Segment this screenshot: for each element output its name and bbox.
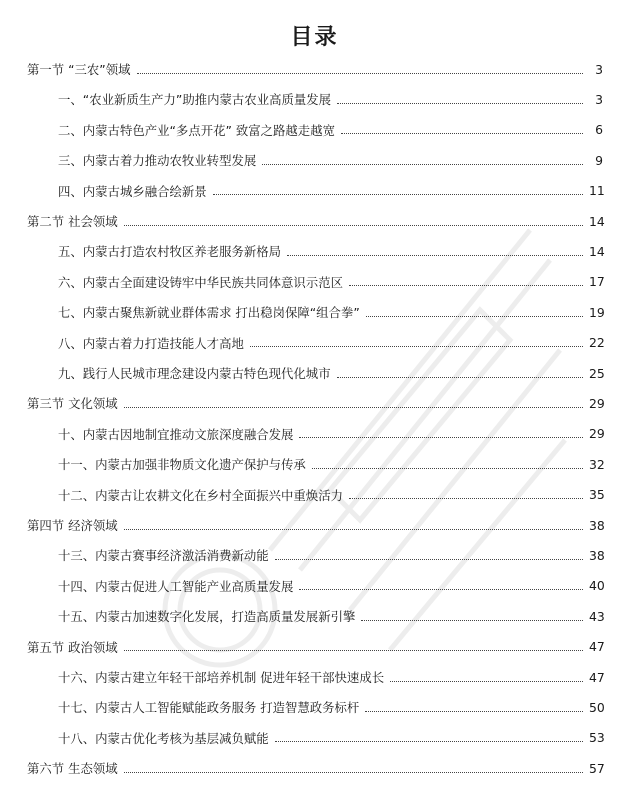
dot-leader: [124, 225, 583, 226]
dot-leader: [366, 316, 583, 317]
toc-item-entry[interactable]: [0, 119, 629, 141]
toc-item-entry[interactable]: [0, 149, 629, 171]
dot-leader: [365, 711, 583, 712]
toc-entry-label: 第四节 经济领域: [27, 518, 118, 533]
toc-item-entry[interactable]: [0, 240, 629, 262]
toc-entry-label: 十六、内蒙古建立年轻干部培养机制 促进年轻干部快速成长: [58, 670, 385, 685]
toc-entry-label: 三、内蒙古着力推动农牧业转型发展: [58, 153, 257, 169]
toc-entry-label: 第五节 政治领域: [27, 639, 118, 655]
toc-item-entry[interactable]: [0, 544, 629, 566]
toc-page-number: 29: [589, 395, 605, 411]
toc-page-number: 14: [589, 243, 605, 259]
watermark-logo: [150, 190, 570, 710]
toc-section-entry[interactable]: [0, 757, 629, 779]
toc-item-entry[interactable]: [0, 301, 629, 323]
toc-entry-label: 十三、内蒙古赛事经济激活消费新动能: [58, 548, 269, 564]
toc-entry-label: 十、内蒙古因地制宜推动文旅深度融合发展: [58, 426, 294, 442]
dot-leader: [312, 468, 583, 469]
dot-leader: [213, 194, 583, 195]
toc-item-entry[interactable]: [0, 362, 629, 384]
toc-section-entry[interactable]: [0, 636, 629, 658]
toc-entry-label: 五、内蒙古打造农村牧区养老服务新格局: [58, 244, 282, 260]
dot-leader: [287, 255, 583, 256]
toc-entry-label: 第一节 “三农”领域: [27, 62, 131, 77]
toc-item-entry[interactable]: [0, 605, 629, 627]
dot-leader: [275, 741, 583, 742]
toc-page-number: 47: [589, 639, 605, 655]
toc-section-entry[interactable]: [0, 210, 629, 232]
dot-leader: [124, 772, 583, 773]
toc-page-number: 32: [589, 456, 605, 472]
toc-entry-label: 九、践行人民城市理念建设内蒙古特色现代化城市: [58, 366, 331, 381]
toc-page-number: 9: [595, 152, 603, 168]
dot-leader: [349, 285, 583, 286]
toc-page-number: 43: [589, 608, 605, 624]
dot-leader: [341, 133, 583, 134]
dot-leader: [137, 73, 583, 74]
toc-page-number: 47: [589, 669, 605, 685]
toc-item-entry[interactable]: [0, 332, 629, 354]
toc-item-entry[interactable]: [0, 180, 629, 202]
dot-leader: [262, 164, 583, 165]
toc-entry-label: 七、内蒙古聚焦新就业群体需求 打出稳岗保障“组合拳”: [58, 305, 360, 321]
toc-page-number: 40: [589, 578, 605, 594]
page-title: 目录: [290, 25, 339, 50]
toc-item-entry[interactable]: [0, 484, 629, 506]
toc-item-entry[interactable]: [0, 453, 629, 475]
toc-item-entry[interactable]: [0, 666, 629, 688]
dot-leader: [275, 559, 583, 560]
dot-leader: [349, 498, 583, 499]
toc-page-number: 35: [589, 487, 605, 503]
toc-page-number: 53: [589, 730, 605, 746]
toc-page-number: 25: [589, 365, 605, 381]
toc-page-number: 22: [589, 335, 605, 351]
toc-entry-label: 八、内蒙古着力打造技能人才高地: [58, 335, 244, 351]
toc-entry-label: 第六节 生态领域: [27, 761, 118, 777]
dot-leader: [299, 589, 583, 590]
toc-page-number: 19: [589, 304, 605, 320]
toc-page-number: 11: [589, 183, 605, 199]
toc-entry-label: 十二、内蒙古让农耕文化在乡村全面振兴中重焕活力: [58, 487, 343, 503]
dot-leader: [361, 620, 583, 621]
toc-entry-label: 十八、内蒙古优化考核为基层减负赋能: [58, 730, 269, 746]
dot-leader: [250, 346, 583, 347]
toc-section-entry[interactable]: [0, 58, 629, 80]
toc-item-entry[interactable]: [0, 423, 629, 445]
dot-leader: [124, 529, 583, 530]
toc-item-entry[interactable]: [0, 88, 629, 110]
toc-section-entry[interactable]: [0, 514, 629, 536]
toc-entry-label: 一、“农业新质生产力”助推内蒙古农业高质量发展: [58, 92, 332, 108]
toc-page-number: 17: [589, 274, 605, 290]
dot-leader: [390, 681, 583, 682]
dot-leader: [299, 437, 583, 438]
toc-item-entry[interactable]: [0, 575, 629, 597]
toc-page-number: 29: [589, 426, 605, 442]
toc-page-number: 38: [589, 547, 605, 563]
toc-item-entry[interactable]: [0, 271, 629, 293]
dot-leader: [124, 650, 583, 651]
toc-entry-label: 第三节 文化领域: [27, 396, 118, 412]
toc-entry-label: 二、内蒙古特色产业“多点开花” 致富之路越走越宽: [58, 122, 335, 138]
toc-entry-label: 十五、内蒙古加速数字化发展，打造高质量发展新引擎: [58, 609, 356, 625]
toc-entry-label: 第二节 社会领域: [27, 214, 118, 229]
toc-page-number: 3: [595, 61, 603, 77]
dot-leader: [124, 407, 583, 408]
toc-item-entry[interactable]: [0, 727, 629, 749]
dot-leader: [337, 377, 583, 378]
toc-page-number: 14: [589, 213, 605, 229]
toc-item-entry[interactable]: [0, 696, 629, 718]
toc-entry-label: 四、内蒙古城乡融合绘新景: [58, 183, 207, 199]
toc-entry-label: 十一、内蒙古加强非物质文化遗产保护与传承: [58, 457, 306, 473]
dot-leader: [337, 103, 583, 104]
toc-entry-label: 十七、内蒙古人工智能赋能政务服务 打造智慧政务标杆: [58, 700, 360, 716]
toc-page-number: 57: [589, 760, 605, 776]
toc-entry-label: 十四、内蒙古促进人工智能产业高质量发展: [58, 578, 294, 594]
toc-page-number: 3: [595, 91, 603, 107]
toc-page-number: 38: [589, 517, 605, 533]
toc-page-number: 6: [595, 122, 603, 138]
toc-entry-label: 六、内蒙古全面建设铸牢中华民族共同体意识示范区: [58, 274, 343, 290]
toc-page-number: 50: [589, 699, 605, 715]
toc-section-entry[interactable]: [0, 392, 629, 414]
